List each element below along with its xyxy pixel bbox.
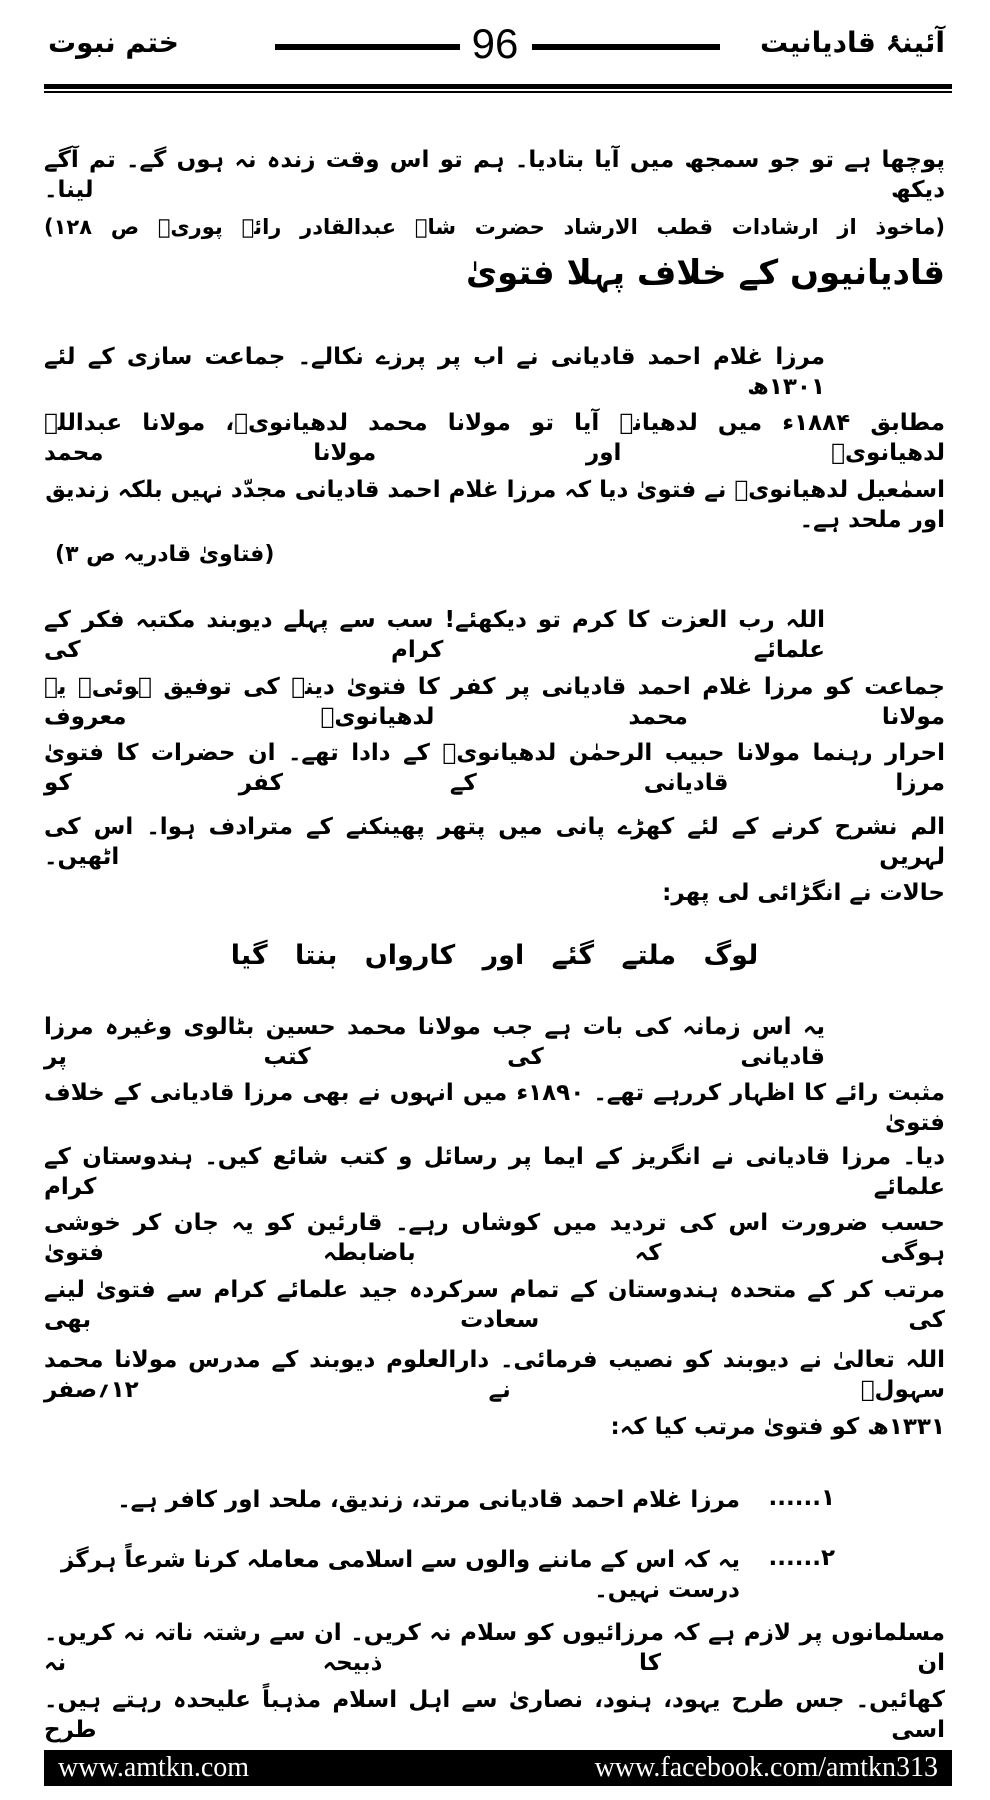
page-footer — [44, 1750, 952, 1786]
text-line: اللہ رب العزت کا کرم تو دیکھئے! سب سے پہلے دیوبند مکتبہ فکر کے علمائے کرام کی — [44, 607, 825, 663]
text-line: یہ اس زمانہ کی بات ہے جب مولانا محمد حسین بٹالوی وغیرہ مرزا قادیانی کی کتب پر — [44, 1014, 825, 1070]
text-line: حالات نے انگڑائی لی پھر: — [662, 880, 945, 906]
header-rule-right — [532, 44, 720, 50]
text-line: حسب ضرورت اس کی تردید میں کوشاں رہے۔ قارئین کو یہ جان کر خوشی ہوگی کہ باضابطہ فتویٰ — [44, 1210, 945, 1266]
text-line: مرزا غلام احمد قادیانی نے اب پر پرزے نکالے۔ جماعت سازی کے لئے ۱۳۰۱ھ — [44, 344, 825, 400]
list-item-text: یہ کہ اس کے ماننے والوں سے اسلامی معاملہ کرنا شرعاً ہرگز درست نہیں۔ — [61, 1547, 740, 1603]
header-divider-thick — [44, 84, 952, 89]
list-item-text: مرزا غلام احمد قادیانی مرتد، زندیق، ملحد اور کافر ہے۔ — [117, 1487, 740, 1513]
text-line: اسمٰعیل لدھیانویؒ نے فتویٰ دیا کہ مرزا غلام احمد قادیانی مجدّد نہیں بلکہ زندیق اور ملحد ہے۔ — [45, 477, 945, 533]
text-line: کھائیں۔ جس طرح یہود، ہنود، نصاریٰ سے اہل اسلام مذہباً علیحدہ رہتے ہیں۔ اسی طرح — [44, 1687, 945, 1743]
text-line: مطابق ۱۸۸۴ء میں لدھیانہ آیا تو مولانا محمد لدھیانویؒ، مولانا عبداللہ لدھیانویؒ اور مولانا محمد — [44, 410, 945, 466]
header-rule-left — [275, 44, 460, 50]
book-title: آئینۂ قادیانیت — [760, 26, 945, 59]
section-title: ختم نبوت — [48, 26, 179, 59]
facebook-link[interactable]: www.facebook.com/amtkn313 — [594, 1752, 938, 1783]
section-heading: قادیانیوں کے خلاف پہلا فتویٰ — [466, 253, 945, 293]
page-number: 96 — [471, 20, 519, 67]
header-divider-thin — [44, 91, 952, 93]
text-line: مسلمانوں پر لازم ہے کہ مرزائیوں کو سلام نہ کریں۔ ان سے رشتہ ناتہ نہ کریں۔ ان کا ذبیحہ نہ — [44, 1620, 945, 1676]
list-item-number: ۲...... — [768, 1545, 835, 1571]
text-line: اللہ تعالیٰ نے دیوبند کو نصیب فرمائی۔ دارالعلوم دیوبند کے مدرس مولانا محمد سہولؒ نے ۱۲؍صفر — [44, 1347, 945, 1403]
list-item-number: ۱...... — [768, 1485, 835, 1511]
website-link[interactable]: www.amtkn.com — [58, 1752, 250, 1783]
text-line: ۱۳۳۱ھ کو فتویٰ مرتب کیا کہ: — [610, 1414, 945, 1440]
text-line: الم نشرح کرنے کے لئے کھڑے پانی میں پتھر پھینکنے کے مترادف ہوا۔ اس کی لہریں اٹھیں۔ — [44, 814, 945, 870]
text-line: جماعت کو مرزا غلام احمد قادیانی پر کفر کا فتویٰ دینے کی توفیق ہوئی۔ یہ مولانا محمد لدھیانویؒ معروف — [44, 674, 945, 730]
source-reference: (فتاویٰ قادریہ ص ۳) — [55, 542, 275, 567]
text-line: مثبت رائے کا اظہار کررہے تھے۔ ۱۸۹۰ء میں انہوں نے بھی مرزا قادیانی کے خلاف فتویٰ — [44, 1080, 945, 1136]
text-line: مرتب کر کے متحدہ ہندوستان کے تمام سرکردہ جید علمائے کرام سے فتویٰ لینے کی سعادت بھی — [44, 1277, 945, 1333]
text-line: پوچھا ہے تو جو سمجھ میں آیا بتادیا۔ ہم تو اس وقت زندہ نہ ہوں گے۔ تم آگے دیکھ لینا۔ — [44, 147, 945, 203]
text-line: احرار رہنما مولانا حبیب الرحمٰن لدھیانویؒ کے دادا تھے۔ ان حضرات کا فتویٰ مرزا قادیانی کے کفر کو — [44, 740, 945, 796]
text-line: دیا۔ مرزا قادیانی نے انگریز کے ایما پر رسائل و کتب شائع کیں۔ ہندوستان کے علمائے کرام — [44, 1144, 945, 1200]
source-reference: (ماخوذ از ارشادات قطب الارشاد حضرت شاہ عبدالقادر رائے پوریؒ ص ۱۲۸) — [44, 215, 945, 239]
verse-line: لوگ ملتے گئے اور کارواں بنتا گیا — [230, 940, 759, 971]
